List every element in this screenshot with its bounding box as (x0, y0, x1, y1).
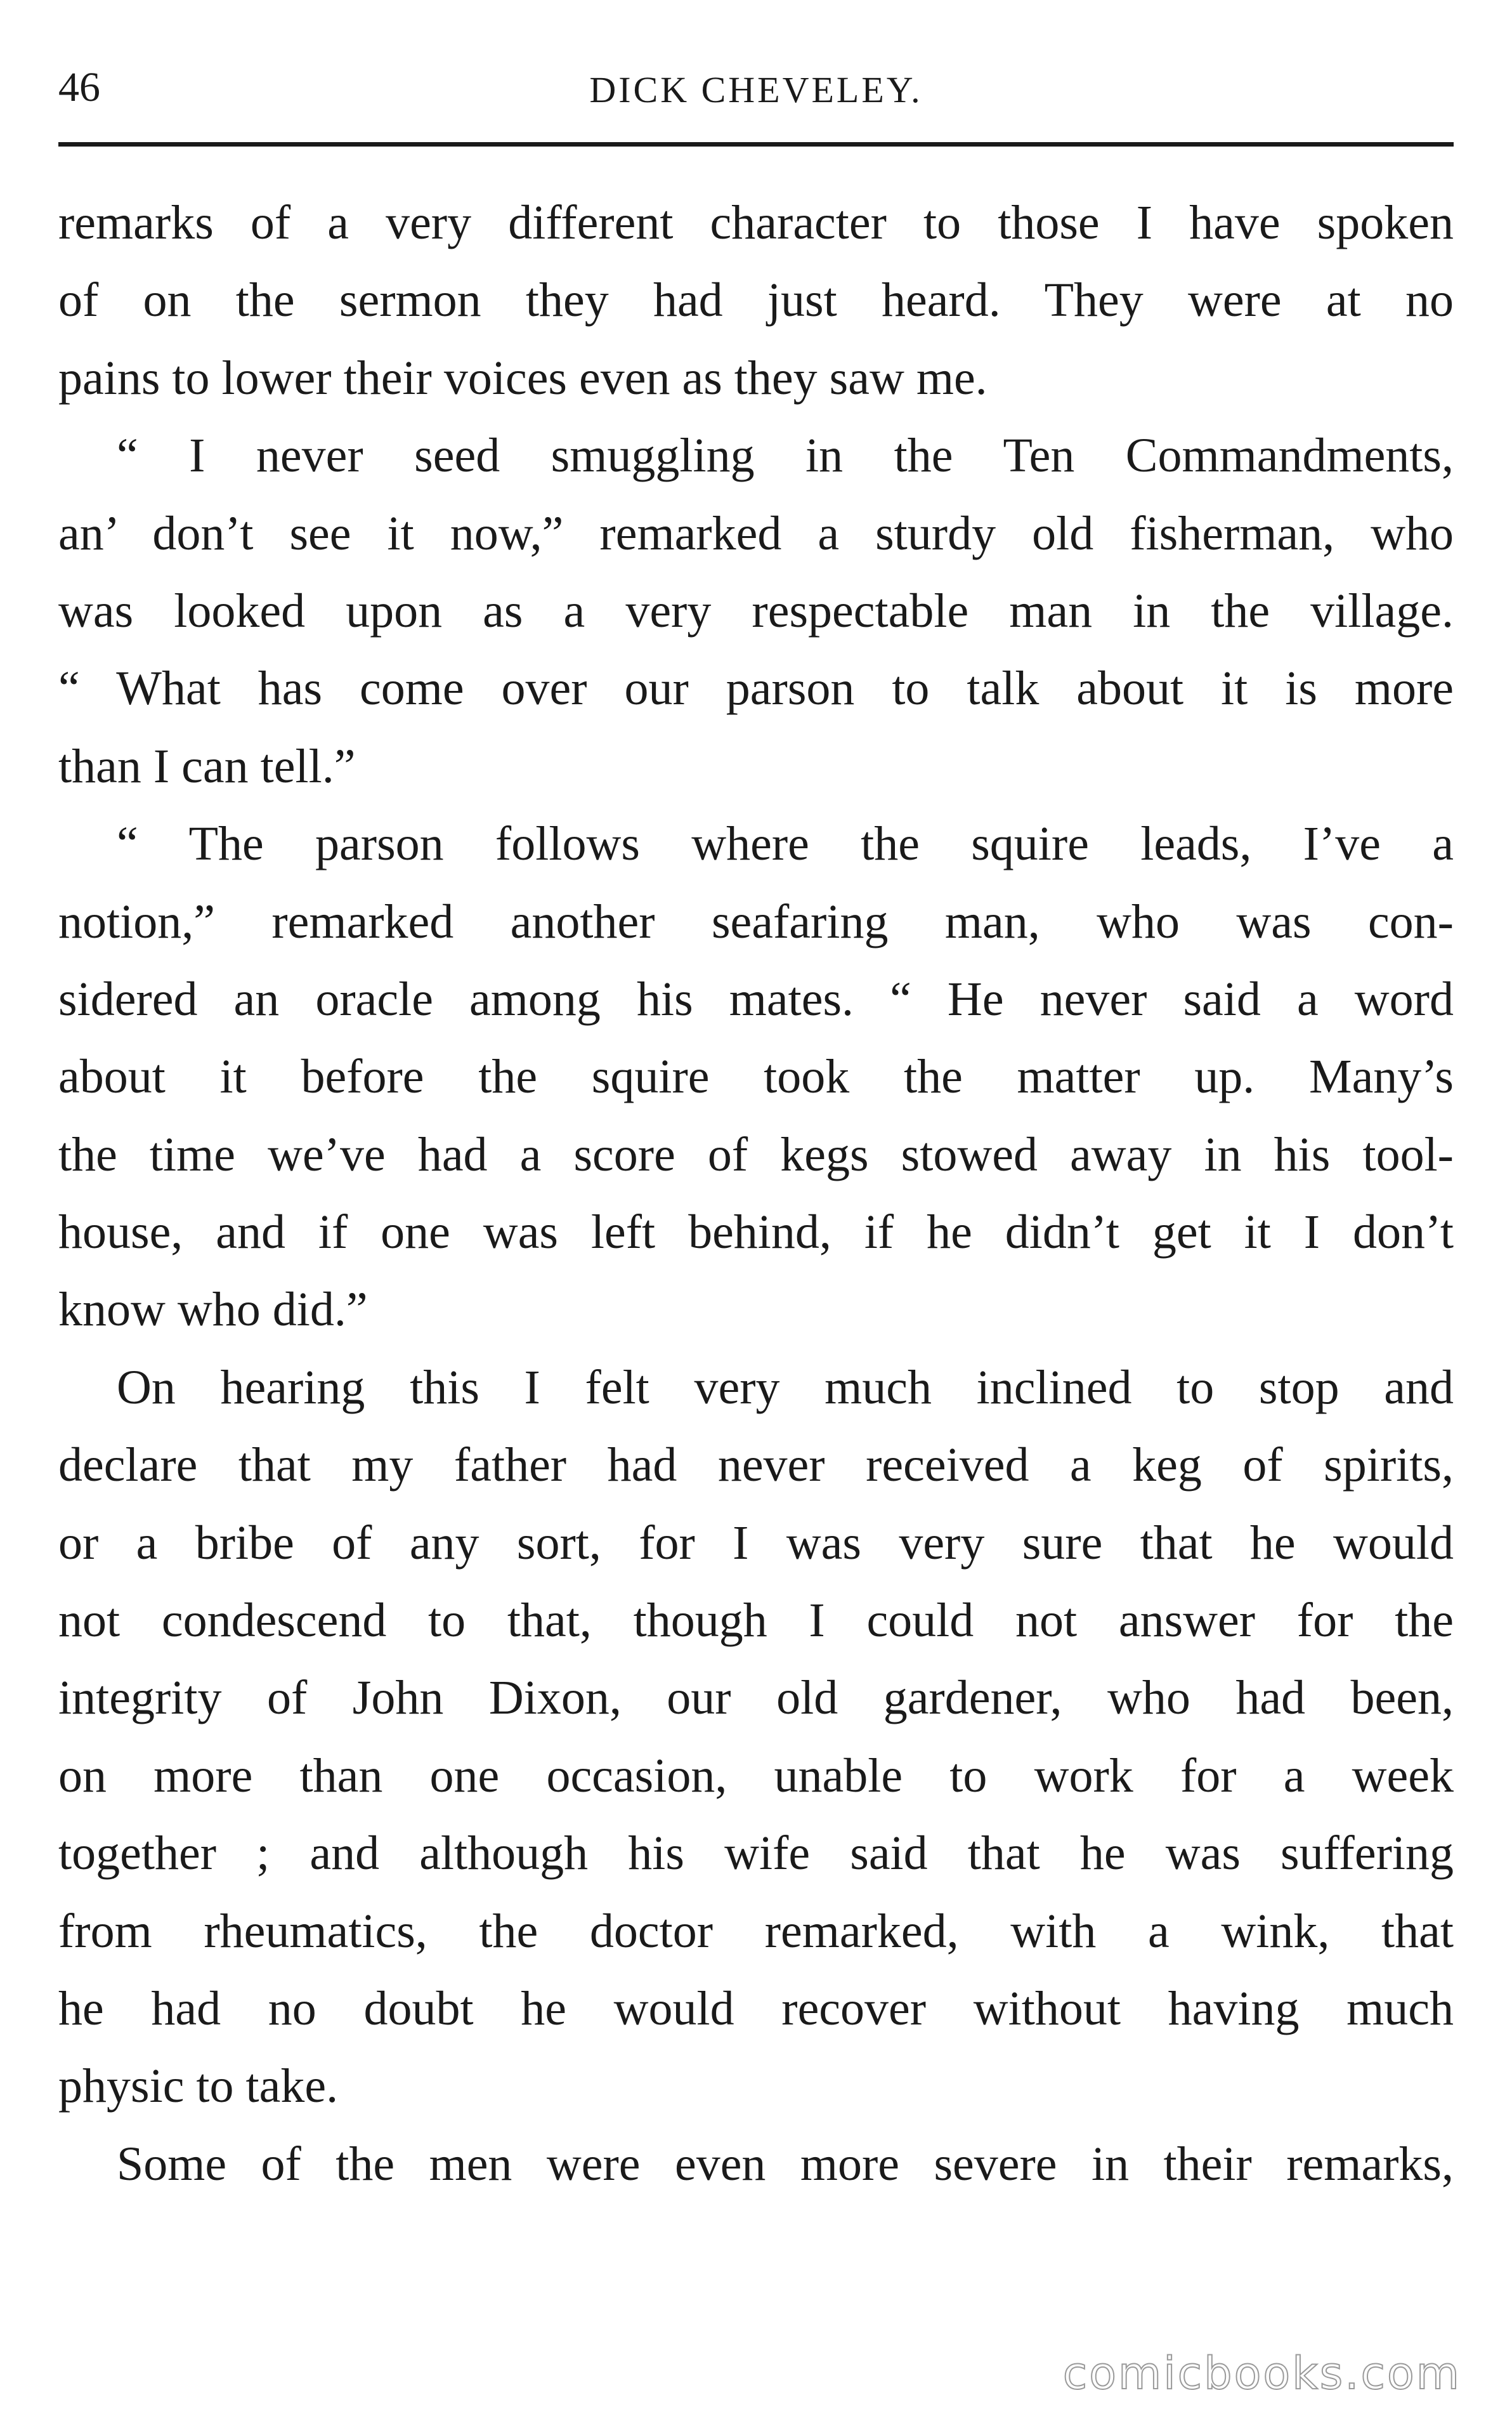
page-number: 46 (58, 64, 100, 110)
text-line: remarks of a very different character to those I have spoken (58, 196, 1454, 249)
text-line: pains to lower their voices even as they saw me. (58, 351, 987, 405)
text-line: sidered an oracle among his mates. “ He never said a word (58, 972, 1454, 1026)
text-line: than I can tell.” (58, 739, 356, 793)
text-line: about it before the squire took the matter up. Many’s (58, 1050, 1454, 1104)
text-line: the time we’ve had a score of kegs stowed away in his tool- (58, 1127, 1454, 1181)
text-line: On hearing this I felt very much inclined to stop and (117, 1360, 1454, 1414)
text-line: Some of the men were even more severe in their remarks, (117, 2137, 1454, 2191)
text-line: on more than one occasion, unable to work for a week (58, 1748, 1454, 1802)
text-line: “ What has come over our parson to talk about it is more (58, 662, 1454, 716)
text-line: or a bribe of any sort, for I was very sure that he would (58, 1516, 1454, 1570)
running-head (58, 56, 1454, 132)
text-line: he had no doubt he would recover without having much (58, 1981, 1454, 2035)
text-line: physic to take. (58, 2059, 339, 2113)
body-text (58, 184, 1454, 2203)
text-line: declare that my father had never received a keg of spirits, (58, 1438, 1454, 1492)
text-line: from rheumatics, the doctor remarked, with a wink, that (58, 1904, 1454, 1958)
header-rule (58, 142, 1454, 147)
text-line: “ I never seed smuggling in the Ten Commandments, (117, 429, 1454, 483)
text-line: not condescend to that, though I could not answer for the (58, 1594, 1454, 1648)
text-line: house, and if one was left behind, if he didn’t get it I don’t (58, 1205, 1454, 1259)
text-line: notion,” remarked another seafaring man, who was con- (58, 895, 1454, 948)
running-title: DICK CHEVELEY. (589, 69, 923, 110)
text-line: together ; and although his wife said that he was suffering (58, 1827, 1454, 1880)
text-line: of on the sermon they had just heard. They were at no (58, 273, 1454, 327)
text-line: integrity of John Dixon, our old gardener, who had been, (58, 1671, 1454, 1725)
text-line: “ The parson follows where the squire leads, I’ve a (117, 817, 1454, 871)
text-line: was looked upon as a very respectable man in the village. (58, 584, 1454, 638)
text-line: an’ don’t see it now,” remarked a sturdy old fisherman, who (58, 506, 1454, 560)
site-watermark: comicbooks.com (1062, 2347, 1461, 2399)
text-line: know who did.” (58, 1283, 368, 1337)
